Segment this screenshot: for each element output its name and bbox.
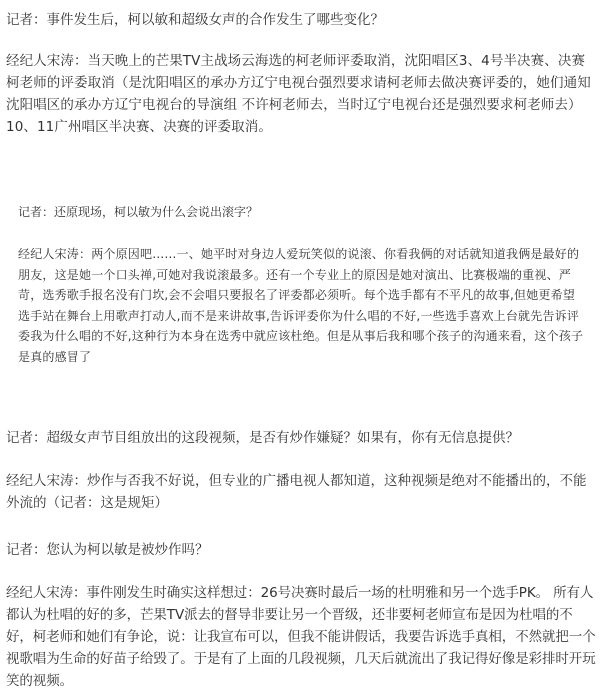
answer-1: 经纪人宋涛：当天晚上的芒果TV主战场云海选的柯老师评委取消，沈阳唱区3、4号半决赛、决赛柯老师的评委取消（是沈阳唱区的承办方辽宁电视台强烈要求请柯老师去做决赛评委的，她们通知沈阳唱区的承办方辽宁电视台的导演组 不许柯老师去，当时辽宁电视台还是强烈要求柯老师去） 10、11广州唱区半决赛、决赛的评委取消。 <box>6 53 591 135</box>
answer-2: 经纪人宋涛：两个原因吧……一、她平时对身边人爱玩笑似的说滚、你看我俩的对话就知道我俩是最好的朋友，这是她一个口头禅,可她对我说滚最多。还有一个专业上的原因是她对演出、比赛极端的重视、严苛，选秀歌手报名没有门坎,会不会唱只要报名了评委都必须听。每个选手都有不平凡的故事,但她更希望选手站在舞台上用歌声打动人,而不是来讲故事,告诉评委你为什么唱的不好,一些选手喜欢上台就先告诉评委我为什么唱的不好,这种行为本身在选秀中就应该杜绝。但是从事后我和哪个孩子的沟通来看，这个孩子是真的感冒了 <box>18 247 584 364</box>
question-2: 记者：还原现场，柯以敏为什么会说出滚字？ <box>18 205 259 219</box>
answer-4: 经纪人宋涛：事件刚发生时确实这样想过：26号决赛时最后一场的杜明雅和另一个选手PK。 所有人都认为杜唱的好的多，芒果TV派去的督导非要让另一个晋级，还非要柯老师宣布是因为杜唱的不好，柯老师和她们有争论，说：让我宣布可以，但我不能讲假话，我要告诉选手真相，不然就把一个视歌唱为生命的好苗子给毁了。于是有了上面的几段视频，几天后就流出了我记得好像是彩排时开玩笑的视频。 <box>6 585 596 689</box>
question-1: 记者：事件发生后，柯以敏和超级女声的合作发生了哪些变化？ <box>6 12 384 28</box>
answer-3: 经纪人宋涛：炒作与否我不好说，但专业的广播电视人都知道，这种视频是绝对不能播出的，不能外流的（记者：这是规矩） <box>6 473 587 511</box>
question-3: 记者：超级女声节目组放出的这段视频，是否有炒作嫌疑？如果有，你有无信息提供？ <box>6 430 519 446</box>
question-4: 记者：您认为柯以敏是被炒作吗？ <box>6 542 209 558</box>
